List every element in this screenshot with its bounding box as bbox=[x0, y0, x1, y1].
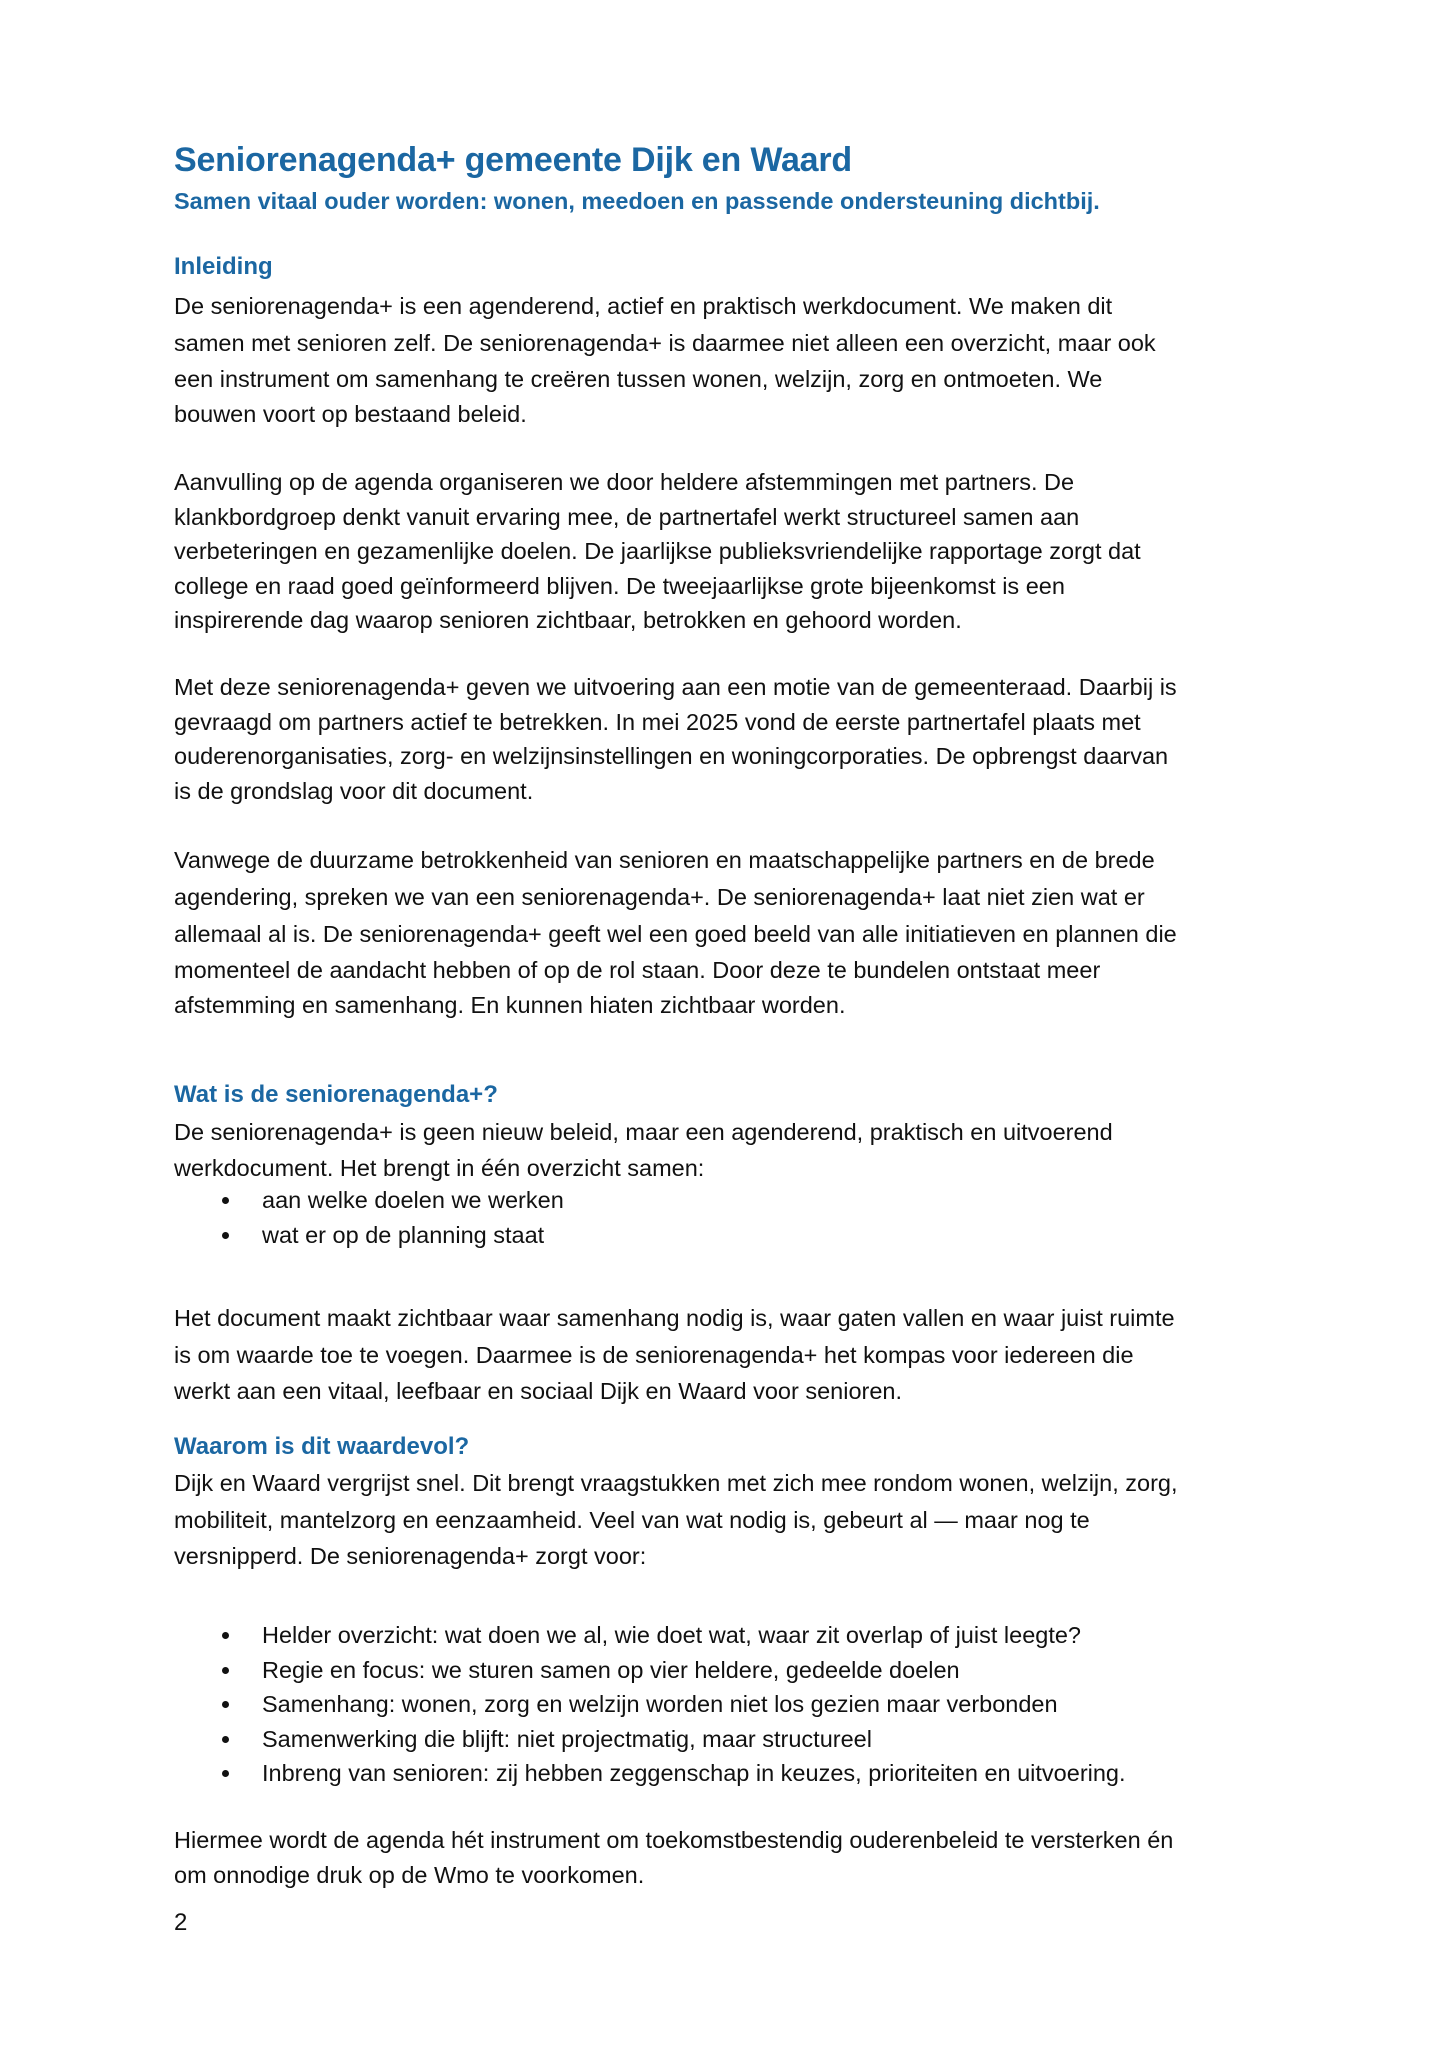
list-item: aan welke doelen we werken bbox=[174, 1183, 1294, 1218]
paragraph-waarom-intro bbox=[174, 1465, 1294, 1574]
bullet-icon bbox=[222, 1197, 229, 1204]
text-line: allemaal al is. De seniorenagenda+ geeft wel een goed beeld van alle initiatieven en plannen die bbox=[174, 921, 1177, 947]
bullet-list-wat-is bbox=[174, 1183, 1294, 1252]
list-item: Samenhang: wonen, zorg en welzijn worden niet los gezien maar verbonden bbox=[174, 1687, 1294, 1722]
text-line: versnipperd. De seniorenagenda+ zorgt voor: bbox=[174, 1543, 647, 1569]
text-line: om onnodige druk op de Wmo te voorkomen. bbox=[174, 1861, 645, 1888]
text-line: werkdocument. Het brengt in één overzicht samen: bbox=[174, 1155, 705, 1181]
bullet-icon bbox=[222, 1232, 229, 1239]
text-line: een instrument om samenhang te creëren tussen wonen, welzijn, zorg en ontmoeten. We bbox=[174, 366, 1103, 392]
text-line: Het document maakt zichtbaar waar samenhang nodig is, waar gaten vallen en waar juist ruimte bbox=[174, 1305, 1175, 1331]
text-line: Hiermee wordt de agenda hét instrument om toekomstbestendig ouderenbeleid te versterken én bbox=[174, 1827, 1174, 1853]
heading-inleiding: Inleiding bbox=[174, 253, 273, 280]
text-line: Aanvulling op de agenda organiseren we door heldere afstemmingen met partners. De bbox=[174, 469, 1075, 495]
paragraph-inleiding-3 bbox=[174, 670, 1294, 808]
bullet-icon bbox=[222, 1770, 229, 1777]
paragraph-waarom-closing bbox=[174, 1823, 1294, 1892]
heading-waarom: Waarom is dit waardevol? bbox=[174, 1433, 470, 1460]
document-subtitle: Samen vitaal ouder worden: wonen, meedoen en passende ondersteuning dichtbij. bbox=[174, 188, 1100, 214]
list-item: Inbreng van senioren: zij hebben zeggenschap in keuzes, prioriteiten en uitvoering. bbox=[174, 1756, 1294, 1791]
text-line: inspirerende dag waarop senioren zichtbaar, betrokken en gehoord worden. bbox=[174, 607, 962, 633]
text-line: mobiliteit, mantelzorg en eenzaamheid. Veel van wat nodig is, gebeurt al — maar nog te bbox=[174, 1507, 1090, 1533]
text-line: klankbordgroep denkt vanuit ervaring mee, de partnertafel werkt structureel samen aan bbox=[174, 503, 1080, 530]
bullet-icon bbox=[222, 1701, 229, 1708]
paragraph-inleiding-1 bbox=[174, 288, 1294, 431]
text-line: De seniorenagenda+ is een agenderend, actief en praktisch werkdocument. We maken dit bbox=[174, 293, 1113, 319]
list-item: Regie en focus: we sturen samen op vier heldere, gedeelde doelen bbox=[174, 1653, 1294, 1688]
heading-wat-is: Wat is de seniorenagenda+? bbox=[174, 1081, 498, 1108]
text-line: verbeteringen en gezamenlijke doelen. De jaarlijkse publieksvriendelijke rapportage zorgt dat bbox=[174, 538, 1141, 564]
paragraph-wat-is-intro bbox=[174, 1114, 1294, 1186]
text-line: is om waarde toe te voegen. Daarmee is de seniorenagenda+ het kompas voor iedereen die bbox=[174, 1342, 1134, 1368]
text-line: bouwen voort op bestaand beleid. bbox=[174, 400, 527, 427]
text-line: afstemming en samenhang. En kunnen hiaten zichtbaar worden. bbox=[174, 991, 846, 1018]
paragraph-inleiding-2 bbox=[174, 465, 1294, 638]
text-line: Dijk en Waard vergrijst snel. Dit brengt vraagstukken met zich mee rondom wonen, welzijn, zorg, bbox=[174, 1470, 1178, 1496]
text-line: samen met senioren zelf. De seniorenagenda+ is daarmee niet alleen een overzicht, maar ook bbox=[174, 330, 1156, 356]
text-line: gevraagd om partners actief te betrekken. In mei 2025 vond de eerste partnertafel plaats met bbox=[174, 708, 1141, 735]
list-item: Helder overzicht: wat doen we al, wie doet wat, waar zit overlap of juist leegte? bbox=[174, 1618, 1294, 1653]
bullet-list-waarom bbox=[174, 1618, 1294, 1791]
text-line: Vanwege de duurzame betrokkenheid van senioren en maatschappelijke partners en de brede bbox=[174, 847, 1155, 873]
text-line: Met deze seniorenagenda+ geven we uitvoering aan een motie van de gemeenteraad. Daarbij is bbox=[174, 674, 1177, 700]
text-line: ouderenorganisaties, zorg- en welzijnsinstellingen en woningcorporaties. De opbrengst daarvan bbox=[174, 743, 1169, 769]
bullet-icon bbox=[222, 1632, 229, 1639]
text-line: is de grondslag voor dit document. bbox=[174, 777, 534, 804]
bullet-icon bbox=[222, 1667, 229, 1674]
document-title: Seniorenagenda+ gemeente Dijk en Waard bbox=[174, 141, 852, 179]
text-line: momenteel de aandacht hebben of op de rol staan. Door deze te bundelen ontstaat meer bbox=[174, 957, 1101, 983]
bullet-icon bbox=[222, 1736, 229, 1743]
list-item: wat er op de planning staat bbox=[174, 1218, 1294, 1253]
page-number: 2 bbox=[174, 1909, 188, 1936]
text-line: agendering, spreken we van een seniorenagenda+. De seniorenagenda+ laat niet zien wat er bbox=[174, 884, 1145, 910]
paragraph-inleiding-4 bbox=[174, 842, 1294, 1022]
list-item: Samenwerking die blijft: niet projectmatig, maar structureel bbox=[174, 1722, 1294, 1757]
text-line: werkt aan een vitaal, leefbaar en sociaal Dijk en Waard voor senioren. bbox=[174, 1378, 903, 1404]
paragraph-wat-is-closing bbox=[174, 1300, 1294, 1409]
text-line: De seniorenagenda+ is geen nieuw beleid, maar een agenderend, praktisch en uitvoerend bbox=[174, 1119, 1113, 1145]
text-line: college en raad goed geïnformeerd blijven. De tweejaarlijkse grote bijeenkomst is een bbox=[174, 572, 1065, 599]
